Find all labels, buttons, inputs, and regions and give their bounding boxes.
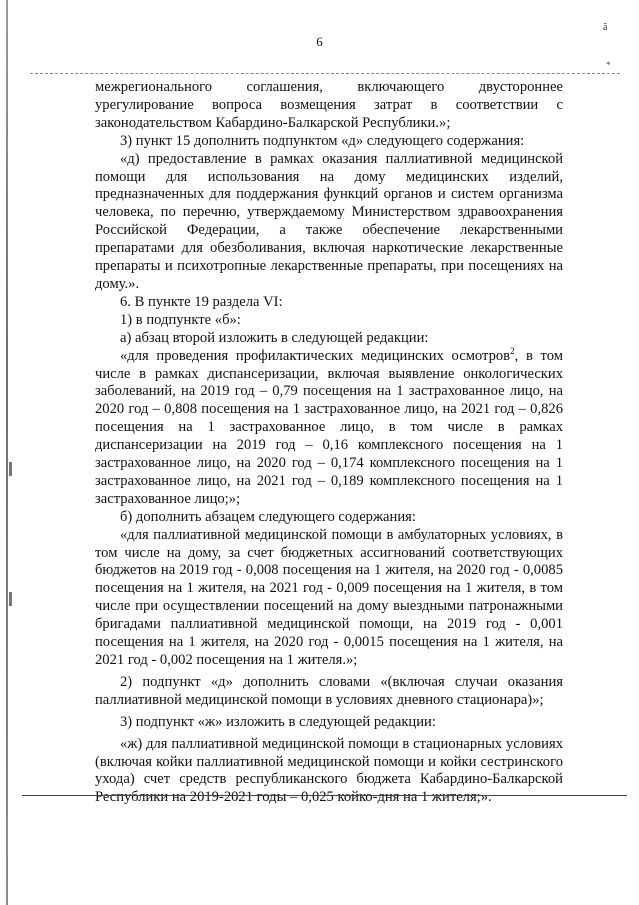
paragraph-item-3-p15: 3) пункт 15 дополнить подпунктом «д» следующего содержания: — [120, 132, 525, 149]
paragraph-b-add-abzac: б) дополнить абзацем следующего содержания: — [120, 508, 416, 525]
paragraph-a-second-abzac: а) абзац второй изложить в следующей редакции: — [120, 329, 429, 346]
paragraph-subitem-zh: «ж) для паллиативной медицинской помощи в стационарных условиях (включая койки паллиативной медицинской помощи и койки сестринского ухода) счет средств республиканского бюджета Кабардино-Балкарской Республики на 2019-2021 годы – 0,025 койко-дня на 1 жителя;». — [95, 735, 563, 806]
top-divider — [30, 73, 620, 74]
paragraph-palliative-ambulatory: «для паллиативной медицинской помощи в амбулаторных условиях, в том числе на дому, за счет бюджетных ассигнований соответствующих бюджетов на 2019 год - 0,008 посещения на 1 жителя, на 2020 год - 0,0085 посещения на 1 жителя, на 2021 год - 0,009 посещения на 1 жителя, в том числе при осуществлении посещений на дому выездными патронажными бригадами паллиативной медицинской помощи, на 2019 год - 0,001 посещения на 1 жителя, на 2020 год - 0,0015 посещения на 1 жителя, на 2021 год - 0,002 посещения на 1 жителя.»; — [95, 526, 563, 668]
document-body — [95, 79, 563, 807]
scan-artifact-mark — [9, 462, 12, 476]
bottom-divider — [22, 795, 627, 796]
corner-mark-top: ã — [603, 22, 608, 33]
prof-exams-tail: , в том числе в рамках диспансеризации, включая выявление онкологических заболеваний, на 2019 год – 0,79 посещения на 1 застрахованное лицо, на 2020 год – 0,808 посещения на 1 застрахованное лицо, на 2021 год – 0,826 посещения на 1 застрахованное лицо, в том числе в рамках диспансеризации на 2019 год – 0,16 комплексного посещения на 1 застрахованное лицо, на 2020 год – 0,174 комплексного посещения на 1 застрахованное лицо, на 2021 год – 0,189 комплексного посещения на 1 застрахованное лицо;»; — [95, 347, 563, 507]
footnote-ref: 2 — [510, 345, 515, 356]
paragraph-prof-exams — [95, 345, 563, 509]
paragraph-sub-b: 1) в подпункте «б»: — [120, 311, 241, 328]
paragraph-agreement-end: межрегионального соглашения, включающего двустороннее урегулирование вопроса возмещения затрат в соответствии с законодательством Кабардино-Балкарской Республики.»; — [95, 79, 563, 131]
corner-mark-bottom: * — [606, 60, 611, 70]
paragraph-section-6: 6. В пункте 19 раздела VI: — [120, 293, 283, 310]
page-number: 6 — [316, 34, 323, 49]
prof-exams-text: «для проведения профилактических медицинских осмотров — [120, 347, 511, 364]
scan-artifact-mark — [9, 592, 12, 606]
paragraph-item-2-d: 2) подпункт «д» дополнить словами «(включая случаи оказания паллиативной медицинской помощи в условиях дневного стационара)»; — [95, 673, 563, 708]
scan-edge — [6, 0, 8, 905]
paragraph-subitem-d: «д) предоставление в рамках оказания паллиативной медицинской помощи для использования на дому медицинских изделий, предназначенных для поддержания функций органов и систем организма человека, по перечню, утверждаемому Министерством здравоохранения Российской Федерации, а также обеспечение лекарственными препаратами для обезболивания, включая наркотические лекарственные препараты и психотропные лекарственные препараты, при посещениях на дому.». — [95, 150, 563, 292]
paragraph-item-3-zh: 3) подпункт «ж» изложить в следующей редакции: — [120, 713, 436, 730]
